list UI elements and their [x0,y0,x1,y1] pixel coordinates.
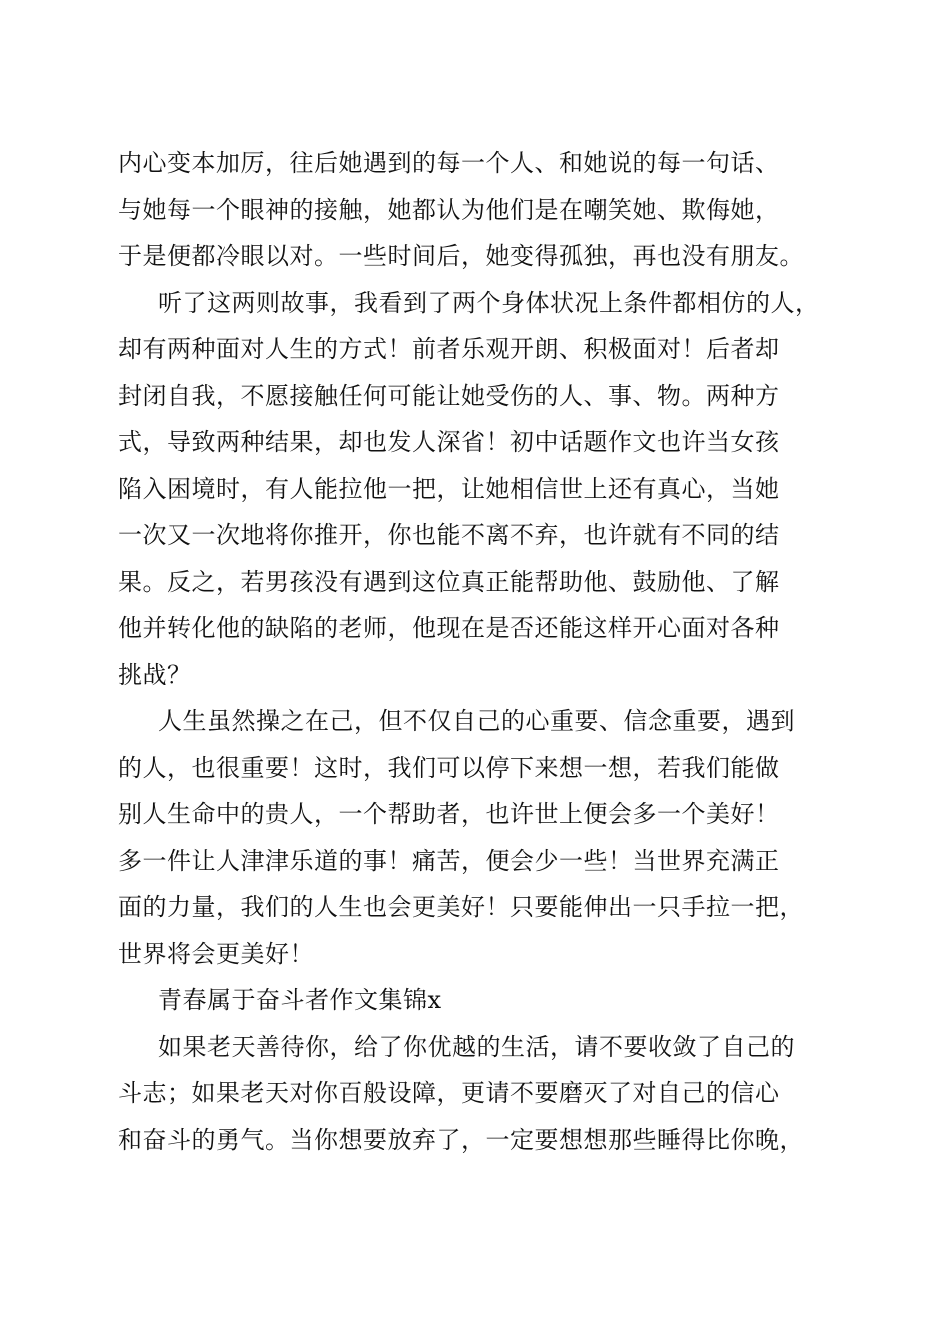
text-line: 于是便都冷眼以对。一些时间后，她变得孤独，再也没有朋友。 [118,242,804,270]
text-line: 一次又一次地将你推开，你也能不离不弃，也许就有不同的结 [118,521,780,549]
text-line: 多一件让人津津乐道的事！痛苦，便会少一些！当世界充满正 [118,846,780,875]
text-line: 面的力量，我们的人生也会更美好！只要能伸出一只手拉一把， [118,893,804,921]
text-line: 和奋斗的勇气。当你想要放弃了，一定要想想那些睡得比你晚， [118,1125,804,1154]
text-line: 如果老天善待你，给了你优越的生活，请不要收敛了自己的 [158,1032,795,1061]
document-body [118,140,838,1163]
text-line: 果。反之，若男孩没有遇到这位真正能帮助他、鼓励他、了解 [118,567,780,596]
text-line: 斗志；如果老天对你百般设障，更请不要磨灭了对自己的信心 [118,1079,780,1107]
text-line: 内心变本加厉，往后她遇到的每一个人、和她说的每一句话、 [118,149,780,177]
text-line: 别人生命中的贵人，一个帮助者，也许世上便会多一个美好！ [118,800,780,828]
text-line: 他并转化他的缺陷的老师，他现在是否还能这样开心面对各种 [118,614,780,642]
text-line: 封闭自我，不愿接触任何可能让她受伤的人、事、物。两种方 [118,381,780,410]
text-line: 青春属于奋斗者作文集锦x [158,986,442,1014]
text-line: 听了这两则故事，我看到了两个身体状况上条件都相仿的人， [158,288,820,317]
text-line: 式，导致两种结果，却也发人深省！初中话题作文也许当女孩 [118,428,780,456]
text-line: 陷入困境时，有人能拉他一把，让她相信世上还有真心，当她 [118,474,780,503]
text-line: 世界将会更美好！ [118,939,314,968]
text-line: 的人，也很重要！这时，我们可以停下来想一想，若我们能做 [118,753,780,782]
text-line: 却有两种面对人生的方式！前者乐观开朗、积极面对！后者却 [118,335,780,363]
text-line: 人生虽然操之在己，但不仅自己的心重要、信念重要，遇到 [158,707,795,735]
text-line: 与她每一个眼神的接触，她都认为他们是在嘲笑她、欺侮她， [118,195,780,224]
text-line: 挑战？ [118,660,192,689]
